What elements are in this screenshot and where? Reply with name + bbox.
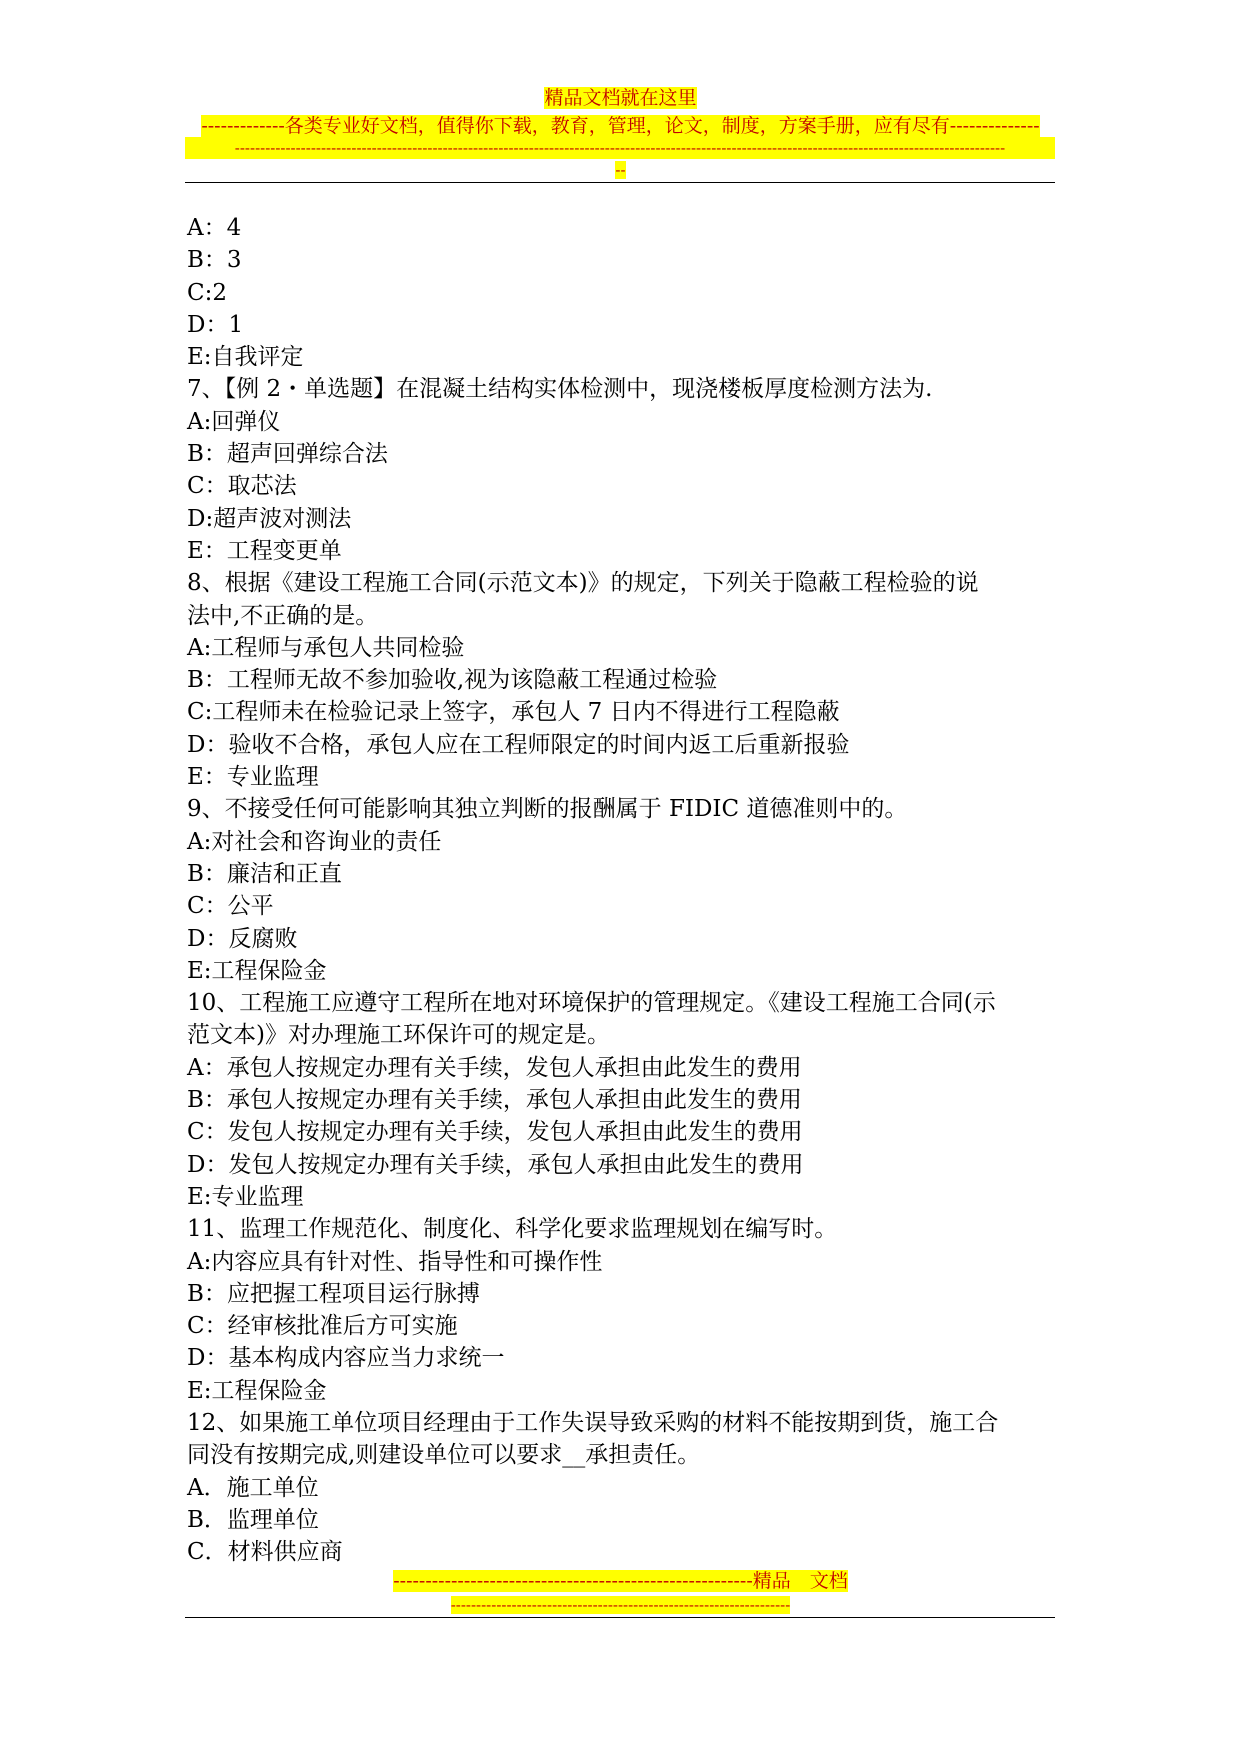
header-title-row: [0, 86, 1241, 110]
text-line: D：1: [187, 311, 244, 338]
header-tagline-row: [0, 114, 1241, 138]
footer-rule: [185, 1617, 1055, 1618]
text-line: D：验收不合格，承包人应在工程师限定的时间内返工后重新报验: [187, 731, 850, 758]
text-line: A:对社会和咨询业的责任: [187, 828, 442, 855]
text-line: A:内容应具有针对性、指导性和可操作性: [187, 1248, 603, 1275]
text-line: 10、工程施工应遵守工程所在地对环境保护的管理规定。《建设工程施工合同(示: [187, 990, 996, 1017]
text-line: E：专业监理: [187, 764, 319, 791]
header-dash-line-2: --: [615, 161, 626, 179]
footer-row-2: [0, 1595, 1241, 1615]
text-line: C：发包人按规定办理有关手续，发包人承担由此发生的费用: [187, 1119, 803, 1146]
footer-row-1: [0, 1569, 1241, 1593]
text-line: E:自我评定: [187, 344, 304, 371]
header-dash-line-1: --------------------------------------------------------------------------------------------------------------------------------------------------------: [185, 137, 1055, 159]
text-line: C：经审核批准后方可实施: [187, 1313, 458, 1340]
footer-line-2: -------------------------------------------------------------------: [450, 1596, 791, 1614]
footer-line-1: --------------------------------------------------------精品 文档: [393, 1570, 848, 1592]
text-line: C．材料供应商: [187, 1539, 343, 1566]
text-line: E:工程保险金: [187, 1377, 327, 1404]
text-line: A．施工单位: [187, 1474, 319, 1501]
text-line: A:回弹仪: [187, 408, 281, 435]
text-line: E:工程保险金: [187, 957, 327, 984]
text-line: 8、根据《建设工程施工合同(示范文本)》的规定，下列关于隐蔽工程检验的说: [187, 570, 979, 597]
text-line: 7、【例 2・单选题】在混凝土结构实体检测中，现浇楼板厚度检测方法为.: [187, 376, 933, 403]
text-line: B：超声回弹综合法: [187, 441, 388, 468]
text-line: 11、监理工作规范化、制度化、科学化要求监理规划在编写时。: [187, 1216, 838, 1243]
header-rule: [185, 182, 1055, 183]
text-line: B：承包人按规定办理有关手续，承包人承担由此发生的费用: [187, 1087, 802, 1114]
header-tagline: -------------各类专业好文档，值得你下载，教育，管理，论文，制度，方案手册，应有尽有--------------: [201, 115, 1040, 137]
text-line: A:工程师与承包人共同检验: [187, 634, 465, 661]
header-title: 精品文档就在这里: [544, 87, 697, 109]
text-line: B：应把握工程项目运行脉搏: [187, 1280, 480, 1307]
text-line: 12、如果施工单位项目经理由于工作失误导致采购的材料不能按期到货，施工合: [187, 1409, 999, 1436]
text-line: B：工程师无故不参加验收,视为该隐蔽工程通过检验: [187, 667, 718, 694]
text-line: 法中,不正确的是。: [187, 602, 379, 629]
text-line: A：承包人按规定办理有关手续，发包人承担由此发生的费用: [187, 1054, 802, 1081]
text-line: B：廉洁和正直: [187, 860, 342, 887]
text-line: D：反腐败: [187, 925, 298, 952]
text-line: C:工程师未在检验记录上签字，承包人 7 日内不得进行工程隐蔽: [187, 699, 840, 726]
text-line: D:超声波对测法: [187, 505, 352, 532]
text-line: C:2: [187, 279, 227, 306]
text-line: D：基本构成内容应当力求统一: [187, 1345, 505, 1372]
text-line: C：公平: [187, 893, 274, 920]
text-line: C：取芯法: [187, 473, 297, 500]
text-line: 9、不接受任何可能影响其独立判断的报酬属于 FIDIC 道德准则中的。: [187, 796, 908, 823]
document-body: [187, 212, 1057, 1568]
text-line: A：4: [187, 215, 242, 241]
text-line: 同没有按期完成,则建设单位可以要求__承担责任。: [187, 1442, 701, 1469]
header-dash-row-2: [0, 160, 1241, 180]
text-line: E:专业监理: [187, 1183, 304, 1210]
text-line: 范文本)》对办理施工环保许可的规定是。: [187, 1022, 610, 1049]
text-line: B．监理单位: [187, 1506, 319, 1533]
text-line: B：3: [187, 247, 242, 274]
text-line: E：工程变更单: [187, 537, 342, 564]
text-line: D：发包人按规定办理有关手续，承包人承担由此发生的费用: [187, 1151, 804, 1178]
